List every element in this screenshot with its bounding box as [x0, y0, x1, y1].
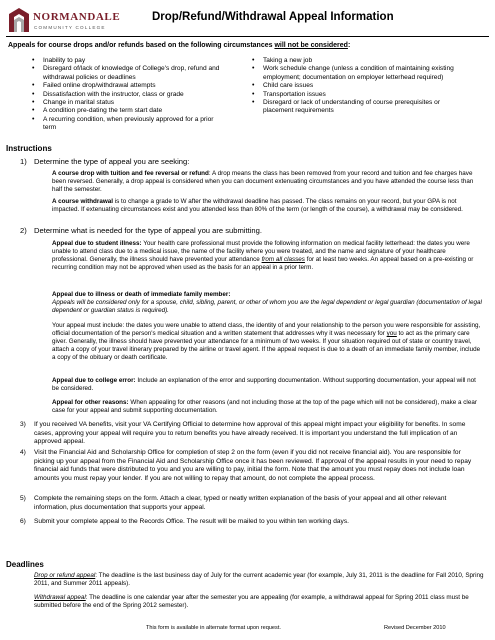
list-item: • Disregard or lack of understanding of course prerequisites or placement requirements — [250, 99, 465, 116]
list-item: • Dissatisfaction with the instructor, class or grade — [30, 91, 220, 99]
other-appeal-text: When appealing for other reasons (and not including those at the top of the page which will not be considered), make a clear case for your appeal and submit supporting documentation. — [52, 399, 477, 415]
page-title: Drop/Refund/Withdrawal Appeal Information — [152, 11, 394, 23]
step-number: 6) — [20, 518, 26, 525]
family-appeal-text-a: Your appeal must include: the dates you were unable to attend class, the identity of and your relationship to the person you were responsible for assisting, official documentation of the person's medical situation and a written statement that addresses why it was necessary for — [52, 322, 481, 338]
list-item: • A condition pre-dating the term start date — [30, 107, 220, 115]
not-considered-colon: : — [347, 42, 351, 49]
withdrawal-deadline-text: : The deadline is one calendar year after the semester you are appealing (for example, a withdrawal appeal for Spring 2011 class must be submitted before the end of the Spring 2012 semester). — [34, 594, 469, 610]
drop-deadline-label: Drop or refund appeal — [34, 572, 96, 579]
header-divider — [6, 36, 489, 37]
step-4 — [20, 449, 480, 483]
step-2 — [20, 226, 480, 235]
step-number: 1) — [20, 157, 27, 166]
step-number: 2) — [20, 226, 27, 235]
drop-definition-term: A course drop with tuition and fee reversal or refund — [52, 170, 209, 177]
withdrawal-deadline-label: Withdrawal appeal — [34, 594, 86, 601]
drop-definition — [52, 170, 482, 194]
not-considered-list-right — [250, 57, 465, 116]
illness-appeal-text-b: for at least two weeks. An appeal based on a pre-existing or recurring condition may not be approved when used as the basis for an appeal in a prior term. — [52, 256, 474, 272]
withdrawal-definition — [52, 198, 482, 214]
family-appeal — [52, 291, 482, 315]
other-appeal — [52, 399, 482, 415]
step-text: Complete the remaining steps on the form. Attach a clear, typed or neatly written explanation of the basis of your appeal and all other relevant information, plus documentation that supports your appeal. — [34, 495, 447, 511]
withdrawal-definition-text: is to change a grade to W after the withdrawal deadline has passed. The class remains on your record, but your GPA is not impacted. If extenuating circumstances exist and you attended less than 80% of the term (or length of the course), a withdrawal may be considered. — [52, 198, 463, 214]
alternate-format-note: This form is available in alternate format upon request. — [146, 625, 281, 631]
family-appeal-title: Appeal due to illness or death of immediate family member: — [52, 291, 231, 298]
college-error-text: Include an explanation of the error and supporting documentation. Without supporting documentation, your appeal will not be considered. — [52, 377, 476, 393]
list-item: • Disregard of/lack of knowledge of College's drop, refund and withdrawal policies or deadlines — [30, 65, 220, 82]
list-item: • Failed online drop/withdrawal attempts — [30, 82, 220, 90]
revision-date: Revised December 2010 — [384, 625, 446, 631]
list-item: • Inability to pay — [30, 57, 220, 65]
not-considered-lead: Appeals for course drops and/or refunds based on the following circumstances — [8, 42, 275, 49]
list-item: • A recurring condition, when previously approved for a prior term — [30, 116, 220, 133]
step-number: 4) — [20, 449, 26, 456]
logo-name: NORMANDALE — [33, 11, 121, 23]
step-6 — [20, 518, 480, 527]
step-text: Visit the Financial Aid and Scholarship Office for completion of step 2 on the form (even if you did not receive financial aid). You are responsible for picking up your appeal from the Financial Aid and Scholarship Office once it has been reviewed. If approval of the appeal results in your need to repay financial aid funds that were distributed to you and you are willing to pay, initial the form. Note that the amount you must repay does not include loan amounts you must repay your lender. If you are not willing to repay that amount, do not complete the appeal process. — [34, 449, 472, 482]
college-error-title: Appeal due to college error: — [52, 377, 136, 384]
step-text: Submit your complete appeal to the Records Office. The result will be mailed to you within ten working days. — [34, 518, 349, 525]
drop-deadline — [34, 572, 484, 588]
list-item: • Change in marital status — [30, 99, 220, 107]
illness-appeal — [52, 240, 482, 272]
step-text: If you received VA benefits, visit your VA Certifying Official to determine how approval of this appeal might impact your eligibility for benefits. In some cases, approving your appeal will require you to return benefits you have already received. It is important you understand the full implication of an approved appeal. — [34, 421, 466, 445]
list-item: • Work schedule change (unless a condition of maintaining existing employment; documentation on employer letterhead required) — [250, 65, 465, 82]
illness-appeal-title: Appeal due to student illness: — [52, 240, 142, 247]
logo-mark-icon — [7, 6, 31, 34]
step-number: 3) — [20, 421, 26, 428]
family-appeal-requirements — [52, 322, 482, 362]
college-logo — [7, 6, 132, 36]
list-item: • Transportation issues — [250, 91, 465, 99]
college-error-appeal — [52, 377, 482, 393]
logo-subtitle: COMMUNITY COLLEGE — [34, 25, 106, 30]
illness-appeal-emphasis: from all classes — [261, 256, 305, 264]
other-appeal-title: Appeal for other reasons: — [52, 399, 129, 406]
not-considered-heading — [8, 42, 350, 49]
withdrawal-deadline — [34, 594, 484, 610]
instructions-heading: Instructions — [6, 144, 52, 153]
illness-appeal-text-a: Your health care professional must provide the following information on medical facility letterhead: the dates you were unable to attend class due to a medical issue, the name of the facility where you were treated, and the name and signature of your healthcare professional. Generally, the illness should have prevented your attendance — [52, 240, 470, 264]
step-5 — [20, 495, 480, 512]
family-appeal-eligibility: Appeals will be considered only for a spouse, child, sibling, parent, or other of whom you are the legal dependent or legal guardian (documentation of legal dependent or guardian status is required). — [52, 299, 482, 315]
list-item: • Taking a new job — [250, 57, 465, 65]
drop-definition-text: : A drop means the class has been removed from your record and tuition and fee charges have been reversed. Generally, a drop appeal is considered when you can document extenuating circumstances and you have attended the course less than half the semester. — [52, 170, 474, 194]
step-1 — [20, 157, 480, 166]
list-item: • Child care issues — [250, 82, 465, 90]
step-text: Determine the type of appeal you are seeking: — [34, 157, 190, 166]
step-3 — [20, 421, 480, 447]
not-considered-emphasis: will not be considered — [274, 42, 348, 49]
drop-deadline-text: : The deadline is the last business day of July for the current academic year (for example, July 31, 2011 is the deadline for Fall 2010, Spring 2011, and Summer 2011 appeals). — [34, 572, 484, 588]
withdrawal-definition-term: A course withdrawal — [52, 198, 114, 205]
family-appeal-emphasis: you — [386, 330, 397, 338]
not-considered-list-left — [30, 57, 220, 133]
step-text: Determine what is needed for the type of appeal you are submitting. — [34, 226, 262, 235]
family-appeal-text-b: to act as the primary care giver. Generally, the illness should have prevented your attendance for a minimum of two weeks. If your situation required out of state or country travel, attach a copy of your travel itinerary prepared by the airline or travel agent. If the appeal request is due to a death of an immediate family member, include a copy of the obituary or death certificate. — [52, 330, 481, 362]
step-number: 5) — [20, 495, 26, 502]
deadlines-heading: Deadlines — [6, 560, 44, 569]
